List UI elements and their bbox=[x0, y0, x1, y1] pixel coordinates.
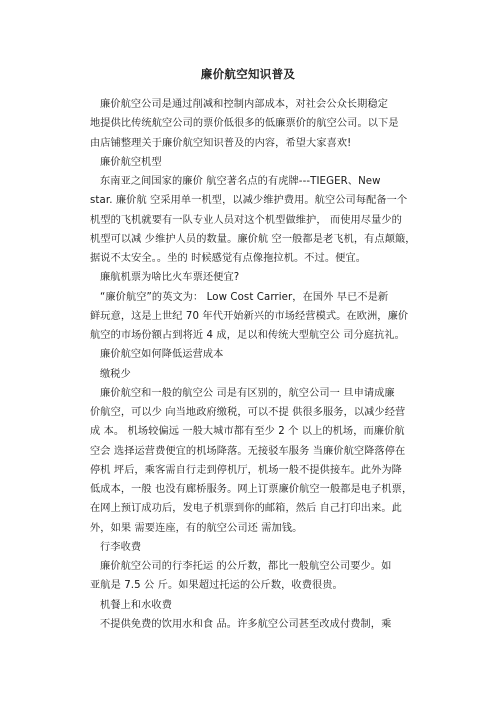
text-line: 地提供比传统航空公司的票价低很多的低廉票价的航空公司。以下是 bbox=[90, 118, 399, 130]
text-line: 行李收费 bbox=[100, 541, 142, 553]
text-line: 机餐上和水收费 bbox=[100, 599, 173, 611]
text-line: star. 廉价航 空采用单一机型，以减少维护费用。航空公司每配备一个 bbox=[90, 195, 408, 207]
text-line: 廉价航空公司是通过削减和控制内部成本，对社会公众长期稳定 bbox=[100, 99, 389, 110]
text-line: 价航空，可以少 向当地政府缴税，可以不提 供很多服务，以减少经营 bbox=[90, 407, 406, 418]
text-line: 航空的市场份额占到将近 4 成，足以和传统大型航空公 司分庭抗礼。 bbox=[90, 330, 405, 341]
text-line: 廉航机票为啥比火车票还便宜? bbox=[100, 272, 240, 284]
text-line: 廉价航空如何降低运营成本 bbox=[100, 349, 224, 361]
text-line: 鲜玩意，这是上世纪 70 年代开始新兴的市场经营模式。在欧洲，廉价 bbox=[90, 310, 409, 322]
text-line: 低成本，一般 也没有廊桥服务。网上订票廉价航空一般都是电子机票， bbox=[90, 484, 413, 495]
text-line: “廉价航空”的英文为： Low Cost Carrier，在国外 早已不是新 bbox=[100, 291, 389, 303]
text-line: 廉价航空和一般的航空公 司是有区别的，航空公司一 旦申请成廉 bbox=[100, 387, 395, 399]
text-line: 空会 选择运营费便宜的机场降落。无接驳车服务 当廉价航空降落停在 bbox=[90, 445, 406, 457]
text-line: 成 本。 机场较偏远 一般大城市都有至少 2 个 以上的机场，而廉价航 bbox=[90, 426, 405, 438]
text-line: 不提供免费的饮用水和食 品。许多航空公司甚至改成付费制，乘 bbox=[100, 618, 392, 630]
text-line: 亚航是 7.5 公 斤。如果超过托运的公斤数，收费很贵。 bbox=[90, 580, 343, 592]
page-title: 廉价航空知识普及 bbox=[200, 67, 296, 81]
article-body bbox=[90, 95, 420, 634]
text-line: 停机 坪后，乘客需自行走到停机厅，机场一般不提供接车。此外为降 bbox=[90, 464, 402, 476]
text-line: 缴税少 bbox=[100, 368, 131, 380]
text-line: 机型可以减 少维护人员的数量。廉价航 空一般都是老飞机，有点颠簸， bbox=[90, 233, 416, 245]
text-line: 机型的飞机就要有一队专业人员对这个机型做维护， 而使用尽量少的 bbox=[90, 214, 402, 226]
text-line: 在网上预订成功后，发电子机票到你的邮箱，然后 自己打印出来。此 bbox=[90, 503, 402, 515]
text-line: 东南亚之间国家的廉价 航空著名点的有虎牌---TIEGER、New bbox=[100, 176, 381, 187]
text-line: 外，如果 需要连座，有的航空公司还 需加钱。 bbox=[90, 522, 303, 534]
text-line: 廉价航空机型 bbox=[100, 156, 162, 168]
text-line: 由店铺整理关于廉价航空知识普及的内容，希望大家喜欢! bbox=[90, 137, 352, 149]
text-line: 廉价航空公司的行李托运 的公斤数，都比一般航空公司要少。如 bbox=[100, 561, 392, 572]
text-line: 据说不太安全。。坐的 时候感觉有点像拖拉机。不过。便宜。 bbox=[90, 253, 366, 264]
